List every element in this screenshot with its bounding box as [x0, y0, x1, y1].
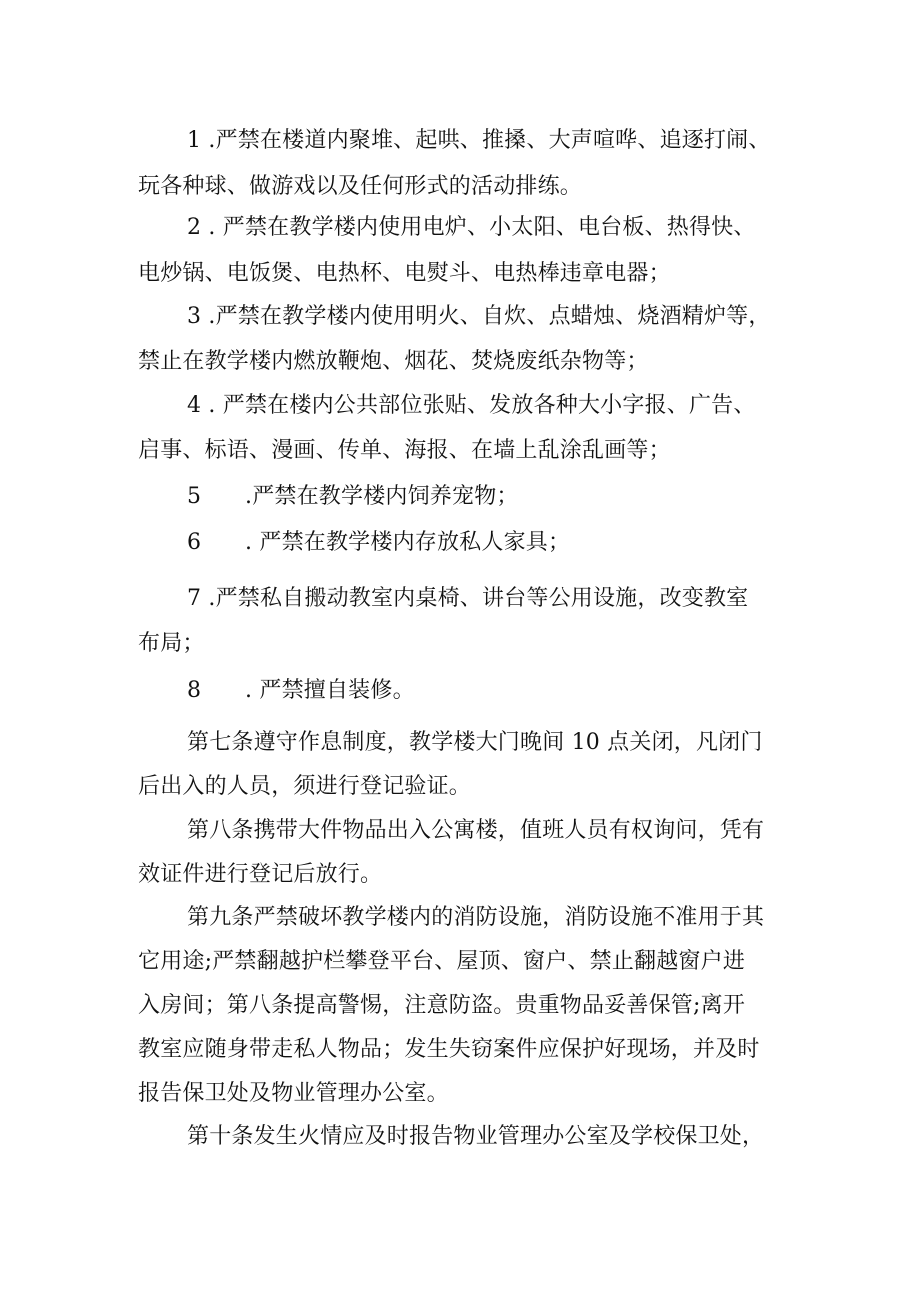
rule-2-line-1: 2 . 严禁在教学楼内使用电炉、小太阳、电台板、热得快、	[187, 215, 756, 240]
rule-1-line-2: 玩各种球、做游戏以及任何形式的活动排练。	[138, 174, 583, 199]
rule-6	[187, 528, 570, 558]
rule-5-text: .严禁在教学楼内饲养宠物；	[245, 484, 519, 509]
rule-3-line-2: 禁止在教学楼内燃放鞭炮、烟花、焚烧废纸杂物等；	[138, 349, 649, 374]
rule-8	[187, 676, 415, 706]
article-8-line-2: 效证件进行登记后放行。	[138, 862, 383, 887]
rule-2-line-2: 电炒锅、电饭煲、电热杯、电熨斗、电热棒违章电器；	[138, 261, 671, 286]
article-7-line-1: 第七条遵守作息制度，教学楼大门晚间 10 点关闭，凡闭门	[187, 730, 763, 755]
article-9-line-1: 第九条严禁破坏教学楼内的消防设施，消防设施不准用于其	[187, 905, 765, 930]
rule-6-text: . 严禁在教学楼内存放私人家具；	[245, 530, 571, 555]
rule-7-line-1: 7 .严禁私自搬动教室内桌椅、讲台等公用设施，改变教室	[187, 586, 749, 611]
rule-8-text: . 严禁擅自装修。	[245, 678, 415, 703]
rule-3-line-1: 3 .严禁在教学楼内使用明火、自炊、点蜡烛、烧酒精炉等，	[187, 304, 771, 329]
article-7-line-2: 后出入的人员，须进行登记验证。	[138, 774, 472, 799]
rule-1-line-1: 1 .严禁在楼道内聚堆、起哄、推搡、大声喧哗、追逐打闹、	[187, 128, 771, 153]
rule-5	[187, 482, 519, 512]
rule-4-line-1: 4 . 严禁在楼内公共部位张贴、发放各种大小字报、广告、	[187, 393, 756, 418]
article-10-line-1: 第十条发生火情应及时报告物业管理办公室及学校保卫处，	[187, 1124, 765, 1149]
article-9-line-5: 报告保卫处及物业管理办公室。	[138, 1081, 449, 1106]
article-9-line-3: 入房间；第八条提高警惕，注意防盗。贵重物品妥善保管;离开	[138, 993, 746, 1018]
rule-6-number: 6	[187, 530, 202, 555]
rule-7-line-2: 布局；	[138, 631, 205, 656]
article-9-line-4: 教室应随身带走私人物品；发生失窃案件应保护好现场，并及时	[138, 1037, 760, 1062]
article-9-line-2: 它用途;严禁翻越护栏攀登平台、屋顶、窗户、禁止翻越窗户进	[138, 949, 746, 974]
rule-4-line-2: 启事、标语、漫画、传单、海报、在墙上乱涂乱画等；	[138, 438, 671, 463]
article-8-line-1: 第八条携带大件物品出入公寓楼，值班人员有权询问，凭有	[187, 818, 765, 843]
rule-5-number: 5	[187, 484, 202, 509]
rule-8-number: 8	[187, 678, 202, 703]
